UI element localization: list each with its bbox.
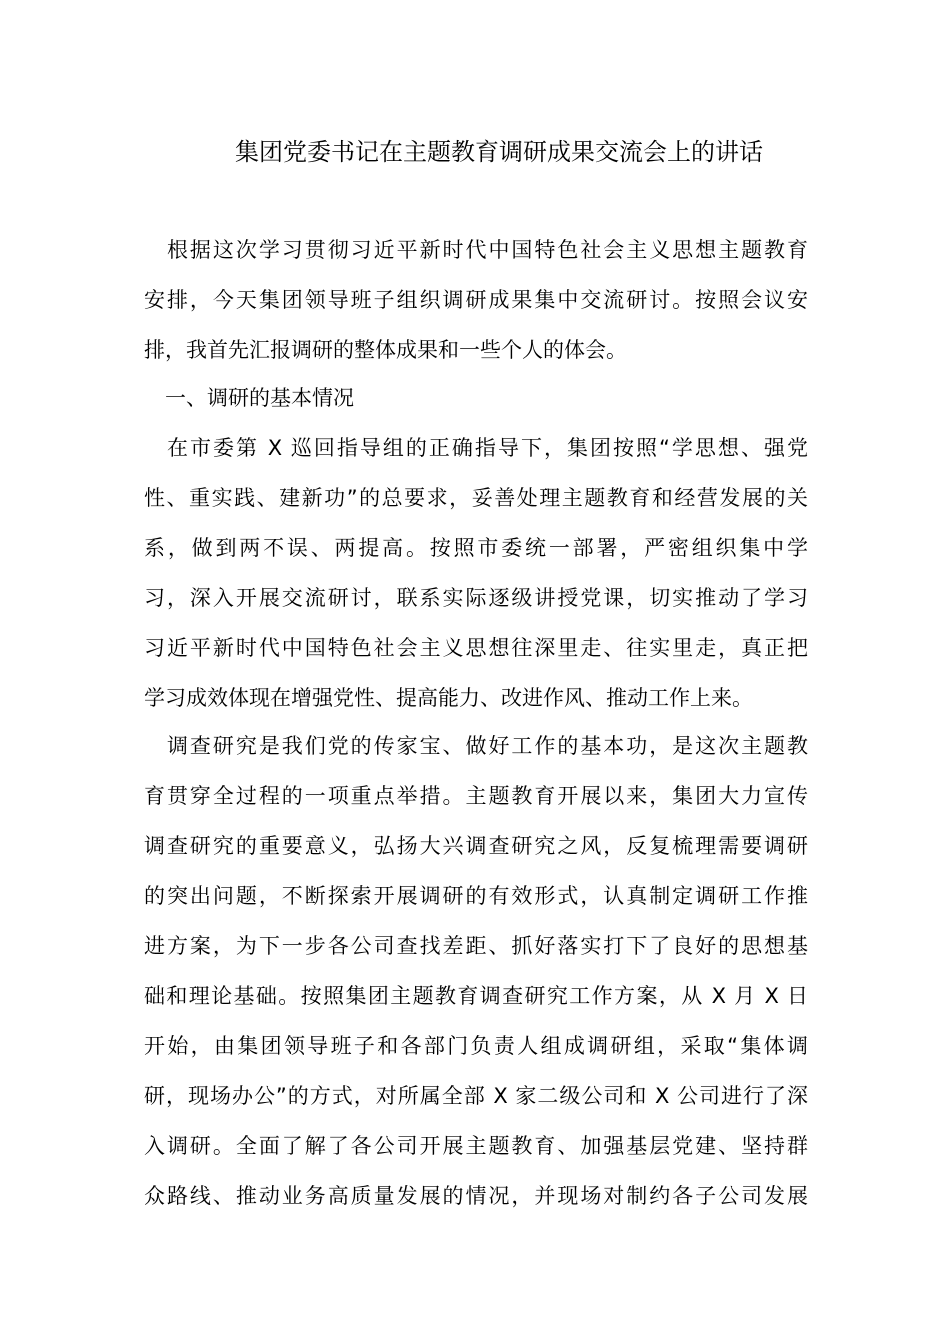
body-text-line: 调查研究的重要意义，弘扬大兴调查研究之风，反复梳理需要调研 — [144, 834, 808, 858]
body-text-line: 一、调研的基本情况 — [144, 386, 354, 410]
body-text-line: 排，我首先汇报调研的整体成果和一些个人的体会。 — [144, 338, 627, 362]
body-text-line: 众路线、推动业务高质量发展的情况，并现场对制约各子公司发展 — [144, 1184, 808, 1208]
body-text-line: 学习成效体现在增强党性、提高能力、改进作风、推动工作上来。 — [144, 686, 753, 710]
body-text-line: 研，现场办公”的方式，对所属全部 X 家二级公司和 X 公司进行了深 — [144, 1084, 808, 1108]
body-text-line: 习，深入开展交流研讨，联系实际逐级讲授党课，切实推动了学习 — [144, 586, 808, 610]
body-text-line: 系，做到两不误、两提高。按照市委统一部署，严密组织集中学 — [144, 536, 808, 560]
body-text-line: 性、重实践、建新功”的总要求，妥善处理主题教育和经营发展的关 — [144, 486, 808, 510]
body-text-line: 根据这次学习贯彻习近平新时代中国特色社会主义思想主题教育 — [144, 238, 808, 262]
body-text-line: 调查研究是我们党的传家宝、做好工作的基本功，是这次主题教 — [144, 734, 808, 758]
body-text-line: 的突出问题，不断探索开展调研的有效形式，认真制定调研工作推 — [144, 884, 808, 908]
body-text-line: 开始，由集团领导班子和各部门负责人组成调研组，采取“集体调 — [144, 1034, 808, 1058]
body-text-line: 安排，今天集团领导班子组织调研成果集中交流研讨。按照会议安 — [144, 288, 808, 312]
body-text-line: 育贯穿全过程的一项重点举措。主题教育开展以来，集团大力宣传 — [144, 784, 808, 808]
body-text-line: 习近平新时代中国特色社会主义思想往深里走、往实里走，真正把 — [144, 636, 808, 660]
body-text-line: 础和理论基础。按照集团主题教育调查研究工作方案，从 X 月 X 日 — [144, 984, 808, 1008]
body-text-line: 在市委第 X 巡回指导组的正确指导下，集团按照“学思想、强党 — [144, 436, 808, 460]
document-title: 集团党委书记在主题教育调研成果交流会上的讲话 — [235, 138, 763, 166]
body-text-line: 入调研。全面了解了各公司开展主题教育、加强基层党建、坚持群 — [144, 1134, 808, 1158]
body-text-line: 进方案，为下一步各公司查找差距、抓好落实打下了良好的思想基 — [144, 934, 808, 958]
